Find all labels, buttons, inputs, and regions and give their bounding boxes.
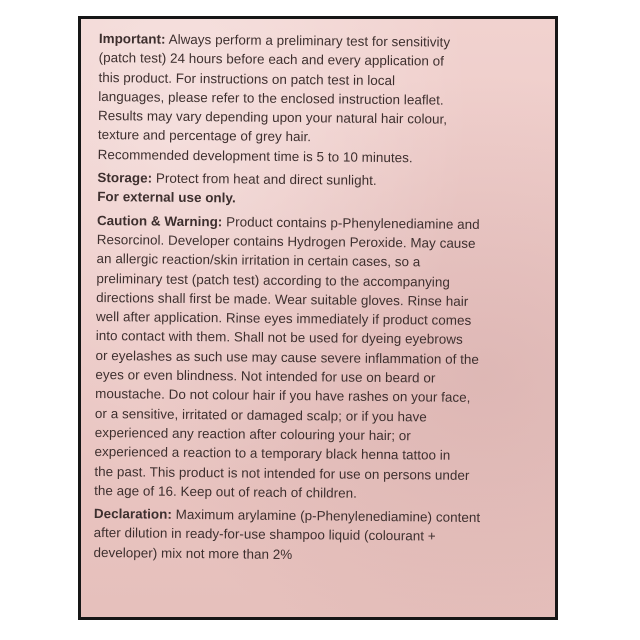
important-line-4: languages, please refer to the enclosed instruction leaflet. — [98, 88, 444, 108]
declaration-text-1: Maximum arylamine (p-Phenylenediamine) content — [175, 506, 481, 526]
external-use-line: For external use only. — [97, 189, 236, 206]
important-line-7: Recommended development time is 5 to 10 minutes. — [97, 146, 413, 166]
label-photo-frame — [78, 16, 558, 620]
caution-line-5: directions shall first be made. Wear suitable gloves. Rinse hair — [96, 289, 469, 309]
declaration-line-2: after dilution in ready-for-use shampoo liquid (colourant + — [93, 525, 436, 544]
important-line-2: (patch test) 24 hours before each and every application of — [98, 50, 445, 69]
caution-line-12: experienced any reaction after colouring your hair; or — [94, 424, 411, 444]
declaration-heading: Declaration: — [93, 506, 172, 522]
caution-line-9: eyes or even blindness. Not intended for use on beard or — [95, 367, 436, 386]
important-heading: Important: — [98, 30, 166, 47]
caution-line-3: an allergic reaction/skin irritation in certain cases, so a — [96, 251, 421, 270]
label-text — [93, 29, 551, 567]
important-line-5: Results may vary depending upon your natural hair colour, — [98, 108, 448, 127]
caution-line-14: the past. This product is not intended for use on persons under — [94, 463, 470, 483]
storage-heading: Storage: — [97, 170, 153, 186]
caution-line-8: or eyelashes as such use may cause severe inflammation of the — [95, 347, 480, 367]
caution-line-13: experienced a reaction to a temporary black henna tattoo in — [94, 444, 451, 463]
caution-line-6: well after application. Rinse eyes immediately if product comes — [95, 309, 472, 329]
caution-line-4: preliminary test (patch test) according to the accompanying — [96, 270, 450, 290]
caution-line-7: into contact with them. Shall not be used for dyeing eyebrows — [95, 328, 463, 348]
storage-text: Protect from heat and direct sunlight. — [155, 170, 377, 188]
important-line-6: texture and percentage of grey hair. — [97, 127, 312, 145]
important-text-1: Always perform a preliminary test for sensitivity — [168, 31, 451, 50]
important-line-3: this product. For instructions on patch test in local — [98, 69, 396, 88]
caution-line-15: the age of 16. Keep out of reach of children. — [94, 482, 358, 501]
declaration-line-3: developer) mix not more than 2% — [93, 544, 293, 562]
caution-line-2: Resorcinol. Developer contains Hydrogen Peroxide. May cause — [96, 231, 476, 251]
caution-line-11: or a sensitive, irritated or damaged scalp; or if you have — [94, 405, 427, 425]
caution-line-10: moustache. Do not colour hair if you have rashes on your face, — [95, 386, 471, 406]
caution-heading: Caution & Warning: — [96, 212, 223, 229]
caution-text-1: Product contains p-Phenylenediamine and — [226, 214, 480, 232]
